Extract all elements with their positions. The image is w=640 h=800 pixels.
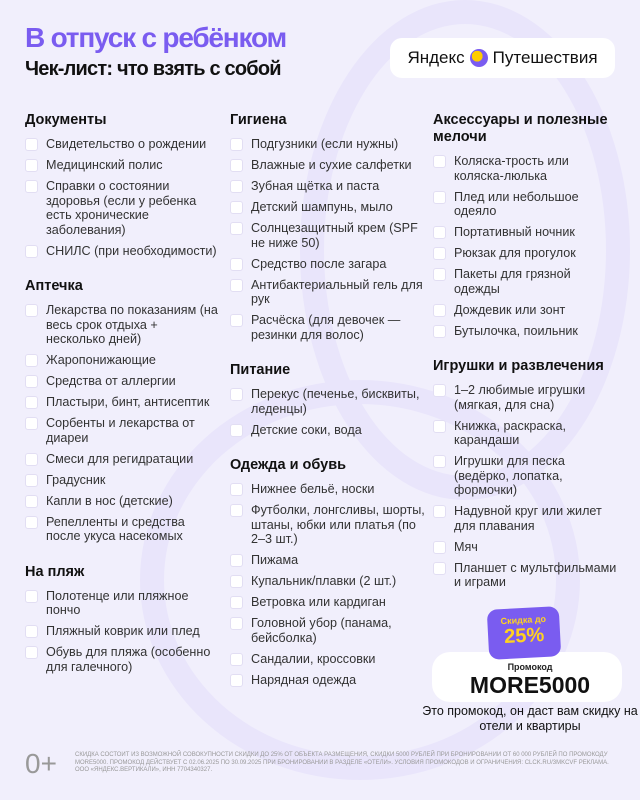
checklist-item[interactable] xyxy=(25,303,220,347)
item-label: Влажные и сухие салфетки xyxy=(251,158,412,172)
checkbox[interactable] xyxy=(433,304,446,317)
checklist-item[interactable] xyxy=(433,190,618,219)
checkbox[interactable] xyxy=(230,388,243,401)
section-title: Гигиена xyxy=(230,112,287,128)
checkbox[interactable] xyxy=(230,596,243,609)
checklist-item[interactable] xyxy=(230,482,425,497)
item-label: Обувь для пляжа (особенно для галечного) xyxy=(46,645,211,674)
checklist-item[interactable] xyxy=(230,574,425,589)
checkbox[interactable] xyxy=(230,674,243,687)
promo-label: Промокод xyxy=(507,662,553,672)
item-label: Книжка, раскраска, карандаши xyxy=(454,418,566,447)
checkbox[interactable] xyxy=(25,590,38,603)
checklist-section xyxy=(433,358,618,590)
checkbox[interactable] xyxy=(25,304,38,317)
checklist-item[interactable] xyxy=(433,324,618,339)
page-subtitle: Чек-лист: что взять с собой xyxy=(25,58,281,80)
checkbox[interactable] xyxy=(25,245,38,258)
checkbox[interactable] xyxy=(433,325,446,338)
item-label: Головной убор (панама, бейсболка) xyxy=(251,616,392,645)
checkbox[interactable] xyxy=(230,201,243,214)
page-title: В отпуск с ребёнком xyxy=(25,22,287,53)
checkbox[interactable] xyxy=(25,474,38,487)
checkbox[interactable] xyxy=(25,354,38,367)
item-label: Солнцезащитный крем (SPF не ниже 50) xyxy=(251,221,418,250)
checkbox[interactable] xyxy=(433,455,446,468)
checklist-item[interactable] xyxy=(230,200,425,215)
legal-disclaimer: СКИДКА СОСТОИТ ИЗ ВОЗМОЖНОЙ СОВОКУПНОСТИ СКИДКИ ДО 25% ОТ ОБЪЕКТА РАЗМЕЩЕНИЯ, СКИДКИ 5000 РУБЛЕЙ ПРИ БРОНИРОВАНИИ ОТ 60 000 РУБЛЕЙ ПО ПРОМОКОДУ MORE5000. ПРОМОКОД ДЕЙСТВУЕТ С 02.06.2025 ПО 30.09.2025 ПРИ БРОНИРОВАНИИ В РАЗДЕЛЕ «ОТЕЛИ». УСЛОВИЯ ПРОМОКОДОВ И ОГРАНИЧЕНИЯ: CLCK.RU/3MKCVF РЕКЛАМА. ООО «ЯНДЕКС.ВЕРТИКАЛИ», ИНН 7704340327. xyxy=(75,752,609,773)
checklist-section xyxy=(230,112,425,342)
checklist xyxy=(25,137,220,258)
yandex-travel-logo xyxy=(390,38,615,78)
checklist-item[interactable] xyxy=(230,158,425,173)
section-title: Одежда и обувь xyxy=(230,457,347,473)
checkbox[interactable] xyxy=(25,375,38,388)
checklist-item[interactable] xyxy=(25,374,220,389)
checklist-item[interactable] xyxy=(25,179,220,237)
item-label: Детский шампунь, мыло xyxy=(251,200,393,214)
item-label: Свидетельство о рождении xyxy=(46,137,207,151)
item-label: Ветровка или кардиган xyxy=(251,595,386,609)
item-label: Коляска-трость или коляска-люлька xyxy=(454,154,569,183)
checklist-item[interactable] xyxy=(433,303,618,318)
discount-badge xyxy=(487,606,562,660)
checklist-item[interactable] xyxy=(25,645,220,674)
section-title: Аптечка xyxy=(25,278,83,294)
item-label: Расчёска (для девочек — резинки для волос) xyxy=(251,313,401,342)
checklist-item[interactable] xyxy=(230,553,425,568)
logo-text-right: Путешествия xyxy=(492,48,598,67)
item-label: Градусник xyxy=(46,472,106,487)
item-label: Игрушки для песка (ведёрко, лопатка, формочки) xyxy=(454,454,565,497)
checklist-item[interactable] xyxy=(25,416,220,445)
checklist-item[interactable] xyxy=(230,221,425,250)
globe-icon xyxy=(470,49,488,67)
checklist xyxy=(25,589,220,675)
item-label: Лекарства по показаниям (на весь срок отдыха + несколько дней) xyxy=(46,303,218,346)
item-label: Репелленты и средства после укуса насекомых xyxy=(46,514,185,543)
checklist-item[interactable] xyxy=(25,515,220,544)
checkbox[interactable] xyxy=(25,159,38,172)
checklist-item[interactable] xyxy=(25,353,220,368)
badge-caption: Скидка до xyxy=(500,613,547,627)
item-label: Футболки, лонгсливы, шорты, штаны, юбки или платья (по 2–3 шт.) xyxy=(251,503,425,546)
item-label: Рюкзак для прогулок xyxy=(454,246,576,260)
checkbox[interactable] xyxy=(230,617,243,630)
checkbox[interactable] xyxy=(230,180,243,193)
checkbox[interactable] xyxy=(433,155,446,168)
checklist xyxy=(433,154,618,338)
checklist-item[interactable] xyxy=(25,624,220,639)
logo-text-left: Яндекс xyxy=(407,48,465,67)
section-title: Игрушки и развлечения xyxy=(433,358,604,374)
item-label: Купальник/плавки (2 шт.) xyxy=(251,574,397,588)
checklist-item[interactable] xyxy=(25,589,220,618)
checkbox[interactable] xyxy=(433,226,446,239)
promo-code: MORE5000 xyxy=(469,672,591,698)
checkbox[interactable] xyxy=(230,314,243,327)
checkbox[interactable] xyxy=(230,653,243,666)
item-label: Планшет с мультфильмами и играми xyxy=(454,560,617,589)
item-label: Нарядная одежда xyxy=(251,672,357,687)
checklist-section xyxy=(25,564,220,675)
checklist-item[interactable] xyxy=(25,494,220,509)
badge-percent: 25% xyxy=(503,623,545,649)
checklist-item[interactable] xyxy=(230,179,425,194)
checkbox[interactable] xyxy=(230,258,243,271)
item-label: СНИЛС (при необходимости) xyxy=(46,243,217,258)
item-label: Сандалии, кроссовки xyxy=(251,651,376,666)
checklist xyxy=(230,137,425,342)
item-label: Пляжный коврик или плед xyxy=(46,624,200,638)
item-label: Жаропонижающие xyxy=(46,353,156,367)
checklist xyxy=(230,482,425,687)
item-label: Средство после загара xyxy=(251,256,387,271)
column-1 xyxy=(25,112,220,694)
item-label: Антибактериальный гель для рук xyxy=(251,277,423,306)
checkbox[interactable] xyxy=(25,453,38,466)
checklist-item[interactable] xyxy=(230,595,425,610)
item-label: Бутылочка, поильник xyxy=(454,323,578,338)
item-label: Надувной круг или жилет для плавания xyxy=(454,504,602,533)
checklist-item[interactable] xyxy=(230,673,425,688)
checklist-item[interactable] xyxy=(230,257,425,272)
item-label: Пластыри, бинт, антисептик xyxy=(46,395,210,409)
checklist-item[interactable] xyxy=(25,395,220,410)
checklist-item[interactable] xyxy=(433,561,618,590)
checkbox[interactable] xyxy=(25,180,38,193)
item-label: Средства от аллергии xyxy=(46,374,176,388)
item-label: Пижама xyxy=(251,553,299,567)
checklist-item[interactable] xyxy=(433,154,618,183)
checkbox[interactable] xyxy=(230,424,243,437)
checklist-item[interactable] xyxy=(25,452,220,467)
checklist-item[interactable] xyxy=(25,158,220,173)
checkbox[interactable] xyxy=(230,279,243,292)
checklist-item[interactable] xyxy=(230,652,425,667)
checkbox[interactable] xyxy=(433,191,446,204)
item-label: Портативный ночник xyxy=(454,225,575,239)
checklist-item[interactable] xyxy=(433,225,618,240)
checkbox[interactable] xyxy=(25,625,38,638)
checkbox[interactable] xyxy=(433,505,446,518)
checkbox[interactable] xyxy=(230,575,243,588)
checkbox[interactable] xyxy=(433,384,446,397)
checklist-item[interactable] xyxy=(433,540,618,555)
checkbox[interactable] xyxy=(230,483,243,496)
checklist-item[interactable] xyxy=(433,267,618,296)
checklist-item[interactable] xyxy=(230,503,425,547)
checkbox[interactable] xyxy=(230,159,243,172)
item-label: Смеси для регидратации xyxy=(46,451,194,466)
item-label: Мяч xyxy=(454,539,478,554)
checklist xyxy=(433,383,618,590)
checklist-section xyxy=(25,278,220,544)
checklist-item[interactable] xyxy=(25,244,220,259)
checkbox[interactable] xyxy=(230,504,243,517)
item-label: Капли в нос (детские) xyxy=(46,493,173,508)
item-label: Перекус (печенье, бисквиты, леденцы) xyxy=(251,387,420,416)
checkbox[interactable] xyxy=(25,396,38,409)
item-label: Детские соки, вода xyxy=(251,422,362,437)
checkbox[interactable] xyxy=(230,554,243,567)
section-title: На пляж xyxy=(25,563,85,580)
item-label: Плед или небольшое одеяло xyxy=(454,189,579,218)
checklist-item[interactable] xyxy=(433,419,618,448)
checklist-item[interactable] xyxy=(230,423,425,438)
checkbox[interactable] xyxy=(25,138,38,151)
checklist-item[interactable] xyxy=(230,616,425,645)
checkbox[interactable] xyxy=(433,268,446,281)
checklist-section xyxy=(230,362,425,437)
checklist-item[interactable] xyxy=(433,246,618,261)
item-label: 1–2 любимые игрушки (мягкая, для сна) xyxy=(454,383,586,412)
checkbox[interactable] xyxy=(25,417,38,430)
checklist-item[interactable] xyxy=(230,313,425,342)
checklist-section xyxy=(25,112,220,258)
checkbox[interactable] xyxy=(433,420,446,433)
item-label: Справки о состоянии здоровья (если у ребенка есть хронические заболевания) xyxy=(46,179,197,237)
checklist-item[interactable] xyxy=(230,387,425,416)
checklist-item[interactable] xyxy=(433,454,618,498)
checklist-section xyxy=(433,112,618,338)
item-label: Дождевик или зонт xyxy=(454,302,566,317)
item-label: Нижнее бельё, носки xyxy=(251,482,375,496)
checklist xyxy=(25,303,220,544)
checkbox[interactable] xyxy=(25,516,38,529)
checkbox[interactable] xyxy=(433,562,446,575)
age-rating: 0+ xyxy=(25,748,57,779)
checklist-item[interactable] xyxy=(230,278,425,307)
checkbox[interactable] xyxy=(25,646,38,659)
item-label: Подгузники (если нужны) xyxy=(251,137,399,151)
checklist xyxy=(230,387,425,437)
checklist-item[interactable] xyxy=(433,383,618,412)
item-label: Пакеты для грязной одежды xyxy=(454,267,571,296)
section-title: Аксессуары и полезные мелочи xyxy=(433,112,608,145)
item-label: Зубная щётка и паста xyxy=(251,179,380,193)
checkbox[interactable] xyxy=(230,138,243,151)
promo-description: Это промокод, он даст вам скидку на отели и квартиры xyxy=(422,704,638,733)
checkbox[interactable] xyxy=(433,541,446,554)
item-label: Медицинский полис xyxy=(46,158,163,172)
checklist-section xyxy=(230,457,425,687)
column-2 xyxy=(230,112,425,707)
checkbox[interactable] xyxy=(433,247,446,260)
section-title: Питание xyxy=(230,362,291,378)
checkbox[interactable] xyxy=(25,495,38,508)
section-title: Документы xyxy=(25,112,107,128)
checkbox[interactable] xyxy=(230,222,243,235)
checklist-item[interactable] xyxy=(433,504,618,533)
checklist-item[interactable] xyxy=(25,473,220,488)
item-label: Полотенце или пляжное пончо xyxy=(46,588,189,617)
item-label: Сорбенты и лекарства от диареи xyxy=(46,416,195,445)
checklist-item[interactable] xyxy=(230,137,425,152)
column-3 xyxy=(433,112,618,610)
checklist-item[interactable] xyxy=(25,137,220,152)
